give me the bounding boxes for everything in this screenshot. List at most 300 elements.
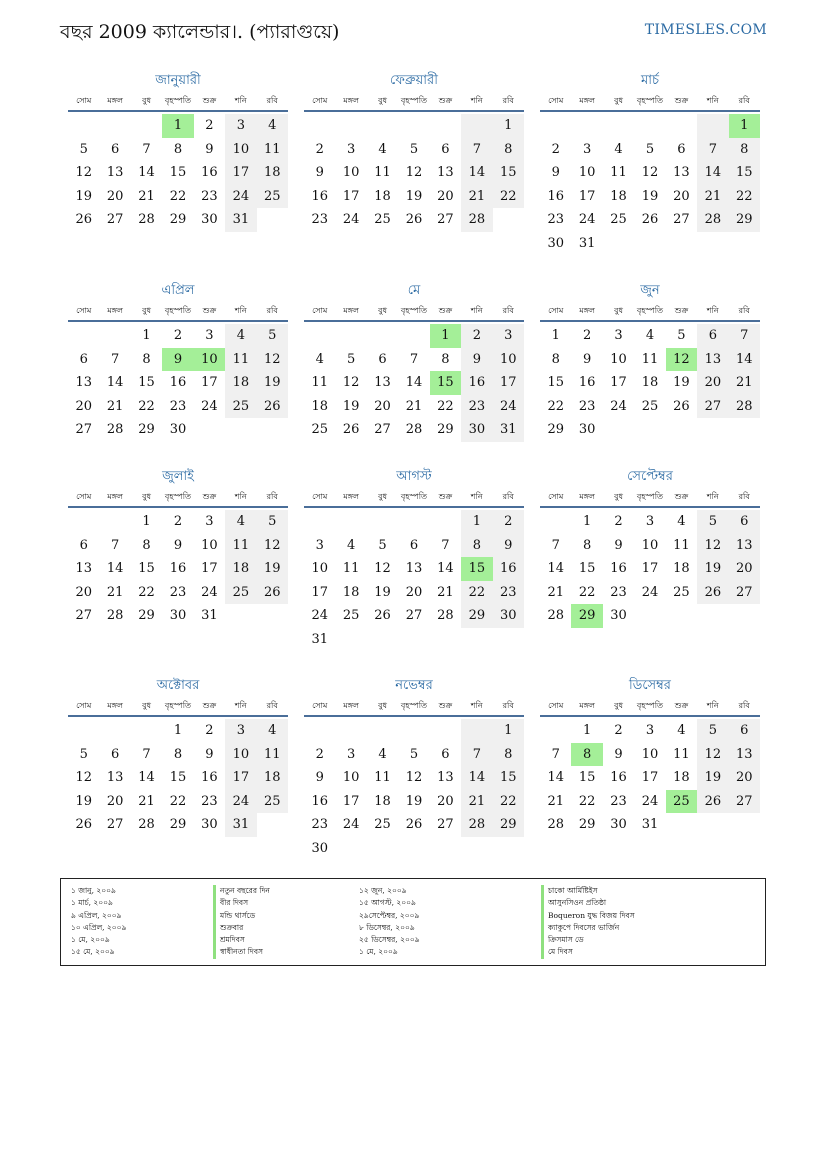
day-cell: 30 (201, 817, 218, 832)
weekday-label: সোম (76, 492, 92, 501)
day-cell: 21 (405, 398, 423, 414)
day-cell: 4 (378, 746, 387, 762)
weekday-label: রবি (738, 96, 750, 105)
day-cell: 28 (547, 608, 564, 623)
day-cell: 3 (205, 514, 214, 529)
day-cell: 20 (673, 188, 690, 204)
day-cell: 26 (697, 581, 728, 605)
empty-day-cell (194, 418, 225, 442)
day-cell: 20 (437, 188, 454, 204)
day-cell: 31 (578, 235, 596, 251)
day-cell: 28 (138, 817, 155, 832)
day-cell: 1 (461, 510, 492, 534)
day-cell: 20 (437, 793, 454, 809)
day-cell: 13 (437, 165, 454, 180)
weekday-header (304, 302, 524, 322)
day-cell: 14 (697, 161, 728, 185)
day-cell: 7 (110, 537, 120, 553)
day-cell: 21 (729, 371, 760, 395)
holiday-name: শ্রমদিবস (213, 934, 270, 946)
day-cell: 28 (437, 608, 454, 623)
day-cell: 31 (311, 631, 328, 647)
weekday-label: বৃহস্পতি (164, 701, 192, 710)
month-name: নভেম্বর (395, 678, 433, 693)
empty-day-cell (430, 628, 461, 652)
day-cell: 4 (257, 114, 288, 138)
day-cell: 18 (257, 766, 288, 790)
weekday-label: সোম (76, 306, 92, 315)
day-cell: 14 (729, 348, 760, 372)
day-cell: 5 (346, 351, 356, 367)
empty-day-cell (398, 628, 429, 652)
weekday-label: বুধ (614, 492, 624, 501)
day-cell: 21 (461, 790, 492, 814)
day-cell: 6 (378, 351, 387, 367)
day-cell: 9 (205, 141, 214, 157)
weekday-label: মঙ্গল (107, 492, 123, 501)
day-cell: 4 (257, 719, 288, 743)
weekday-label: বুধ (378, 492, 388, 501)
day-cell: 3 (614, 328, 623, 343)
holiday-name: চাকো আর্মিষ্টিইস (541, 885, 635, 897)
month-calendar (540, 675, 760, 837)
day-cell: 3 (645, 514, 655, 529)
day-cell: 18 (641, 375, 659, 390)
empty-day-cell (68, 510, 99, 534)
day-cell: 23 (311, 817, 328, 832)
day-cell: 22 (493, 790, 524, 814)
day-cell: 6 (441, 141, 450, 157)
day-cell: 30 (610, 608, 627, 623)
weekday-label: বুধ (614, 701, 624, 710)
weekday-header (68, 488, 288, 508)
day-cell: 13 (729, 743, 760, 767)
empty-day-cell (304, 324, 335, 348)
weekday-label: বুধ (614, 306, 624, 315)
empty-day-cell (430, 719, 461, 743)
day-cell: 19 (75, 188, 92, 204)
day-cell: 1 (582, 514, 592, 529)
day-cell: 6 (110, 746, 120, 762)
day-cell: 28 (138, 212, 155, 227)
month-calendar (304, 280, 524, 442)
day-cell: 3 (346, 141, 356, 157)
weekday-label: সোম (548, 96, 564, 105)
day-cell: 23 (493, 581, 524, 605)
day-cell: 16 (201, 770, 218, 785)
day-cell: 6 (79, 351, 88, 367)
day-cell: 26 (75, 817, 92, 832)
day-cell: 15 (169, 770, 187, 785)
day-cell: 24 (225, 185, 256, 209)
day-cell: 29 (493, 813, 524, 837)
day-cell: 25 (666, 790, 697, 814)
weekday-label: বৃহস্পতি (400, 492, 428, 501)
day-cell: 15 (493, 161, 524, 185)
day-cell: 25 (374, 817, 391, 832)
day-cell: 9 (315, 770, 324, 785)
weekday-label: মঙ্গল (579, 701, 595, 710)
day-cell: 25 (225, 395, 256, 419)
empty-day-cell (729, 813, 760, 837)
day-grid (304, 719, 524, 860)
day-cell: 8 (571, 743, 602, 767)
weekday-label: সোম (312, 96, 328, 105)
weekday-label: শনি (234, 306, 247, 315)
month-name: ফেব্রুয়ারী (390, 73, 438, 88)
day-cell: 23 (547, 212, 564, 227)
empty-day-cell (603, 232, 634, 256)
day-cell: 31 (201, 608, 218, 623)
empty-day-cell (257, 208, 288, 232)
day-cell: 28 (697, 208, 728, 232)
weekday-label: মঙ্গল (107, 306, 123, 315)
day-cell: 21 (547, 793, 564, 809)
day-cell: 10 (493, 348, 524, 372)
day-cell: 25 (673, 584, 690, 600)
month-calendar (68, 466, 288, 628)
day-cell: 4 (677, 514, 686, 529)
day-cell: 20 (75, 398, 92, 414)
weekday-label: মঙ্গল (579, 492, 595, 501)
day-cell: 12 (374, 561, 391, 576)
day-cell: 29 (578, 817, 596, 832)
day-cell: 26 (75, 212, 92, 227)
day-cell: 30 (493, 604, 524, 628)
empty-day-cell (398, 719, 429, 743)
day-cell: 9 (205, 746, 214, 762)
empty-day-cell (335, 628, 366, 652)
weekday-label: সোম (548, 306, 564, 315)
empty-day-cell (99, 324, 130, 348)
empty-day-cell (666, 232, 697, 256)
empty-day-cell (131, 114, 162, 138)
day-cell: 10 (610, 351, 627, 367)
day-cell: 7 (461, 743, 492, 767)
weekday-label: বৃহস্পতি (636, 306, 664, 315)
weekday-label: মঙ্গল (107, 96, 123, 105)
day-cell: 25 (342, 608, 360, 623)
weekday-label: মঙ্গল (579, 306, 595, 315)
day-cell: 7 (551, 537, 560, 553)
empty-day-cell (666, 813, 697, 837)
weekday-label: শুক্র (674, 306, 689, 315)
holiday-list (60, 878, 766, 966)
day-cell: 1 (142, 514, 151, 529)
day-cell: 11 (257, 743, 288, 767)
day-cell: 1 (493, 114, 524, 138)
day-cell: 8 (729, 138, 760, 162)
empty-day-cell (99, 719, 130, 743)
empty-day-cell (398, 510, 429, 534)
holiday-names-left (213, 885, 270, 959)
day-cell: 12 (405, 165, 423, 180)
day-cell: 8 (461, 534, 492, 558)
day-cell: 4 (614, 141, 623, 157)
day-cell: 13 (405, 561, 423, 576)
empty-day-cell (729, 232, 760, 256)
day-cell: 14 (437, 561, 454, 576)
day-cell: 17 (342, 793, 360, 809)
month-calendar (304, 675, 524, 860)
day-cell: 29 (169, 212, 187, 227)
day-cell: 18 (610, 188, 627, 204)
holiday-date: ১ মার্চ, ২০০৯ (71, 898, 113, 908)
day-cell: 27 (729, 581, 760, 605)
day-cell: 6 (729, 510, 760, 534)
day-cell: 15 (547, 375, 564, 390)
day-cell: 9 (582, 351, 592, 367)
weekday-label: বৃহস্পতি (164, 96, 192, 105)
month-name: ডিসেম্বর (629, 678, 671, 693)
day-cell: 9 (461, 348, 492, 372)
day-cell: 13 (106, 165, 124, 180)
weekday-label: সোম (76, 96, 92, 105)
day-cell: 17 (225, 161, 256, 185)
day-cell: 15 (578, 561, 596, 576)
day-cell: 19 (374, 584, 391, 600)
weekday-label: রবি (266, 96, 278, 105)
day-cell: 10 (311, 561, 328, 576)
day-grid (540, 324, 760, 442)
day-cell: 15 (138, 561, 155, 576)
empty-day-cell (729, 604, 760, 628)
empty-day-cell (603, 114, 634, 138)
weekday-label: শনি (470, 492, 483, 501)
day-cell: 23 (578, 398, 596, 414)
day-cell: 19 (405, 793, 423, 809)
day-cell: 13 (374, 375, 391, 390)
holiday-name: ক্রিসমাস ডে (541, 934, 635, 946)
day-cell: 9 (493, 534, 524, 558)
weekday-header (68, 302, 288, 322)
day-cell: 28 (729, 395, 760, 419)
holiday-name: বীর দিবস (213, 897, 270, 909)
day-cell: 4 (645, 328, 655, 343)
month-calendar (68, 280, 288, 442)
day-cell: 9 (162, 348, 193, 372)
day-cell: 21 (138, 793, 155, 809)
day-cell: 5 (79, 746, 88, 762)
weekday-label: শুক্র (202, 701, 217, 710)
weekday-label: রবি (266, 701, 278, 710)
month-calendar (68, 70, 288, 232)
day-cell: 5 (257, 510, 288, 534)
empty-day-cell (99, 510, 130, 534)
empty-day-cell (225, 604, 256, 628)
day-cell: 14 (405, 375, 423, 390)
weekday-label: বৃহস্পতি (164, 492, 192, 501)
day-cell: 2 (493, 510, 524, 534)
day-cell: 10 (641, 746, 659, 762)
day-cell: 11 (673, 537, 690, 553)
day-cell: 16 (461, 371, 492, 395)
day-cell: 24 (342, 212, 360, 227)
day-cell: 19 (75, 793, 92, 809)
day-cell: 22 (138, 398, 155, 414)
empty-day-cell (493, 628, 524, 652)
weekday-label: সোম (312, 701, 328, 710)
day-cell: 18 (225, 557, 256, 581)
day-cell: 13 (729, 534, 760, 558)
empty-day-cell (540, 719, 571, 743)
empty-day-cell (461, 114, 492, 138)
day-cell: 15 (461, 557, 492, 581)
weekday-label: বুধ (378, 96, 388, 105)
day-cell: 16 (169, 375, 187, 390)
month-name: সেপ্টেম্বর (627, 469, 673, 484)
day-cell: 1 (162, 114, 193, 138)
day-grid (68, 510, 288, 628)
weekday-label: বৃহস্পতি (636, 701, 664, 710)
weekday-label: বুধ (142, 96, 152, 105)
holiday-name: আসুনসিওন প্রতিষ্ঠা (541, 897, 635, 909)
day-cell: 21 (697, 185, 728, 209)
day-cell: 22 (169, 188, 187, 204)
day-cell: 28 (461, 813, 492, 837)
weekday-label: বৃহস্পতি (400, 96, 428, 105)
holiday-name: মন্ডি থার্সডে (213, 910, 270, 922)
day-cell: 13 (75, 561, 92, 576)
day-cell: 6 (729, 719, 760, 743)
day-cell: 14 (106, 375, 124, 390)
weekday-label: শনি (470, 96, 483, 105)
day-cell: 27 (106, 212, 124, 227)
day-cell: 17 (610, 375, 627, 390)
day-cell: 30 (169, 608, 187, 623)
day-cell: 28 (405, 422, 423, 437)
day-cell: 19 (342, 398, 360, 414)
weekday-label: রবি (738, 492, 750, 501)
weekday-label: মঙ্গল (107, 701, 123, 710)
day-cell: 4 (225, 324, 256, 348)
weekday-label: সোম (312, 306, 328, 315)
day-cell: 24 (342, 817, 360, 832)
empty-day-cell (430, 114, 461, 138)
empty-day-cell (666, 114, 697, 138)
empty-day-cell (257, 604, 288, 628)
weekday-label: শনি (706, 492, 719, 501)
day-cell: 2 (461, 324, 492, 348)
holiday-name: শুক্রবার (213, 922, 270, 934)
day-cell: 30 (311, 840, 328, 856)
empty-day-cell (461, 628, 492, 652)
day-cell: 31 (493, 418, 524, 442)
day-cell: 22 (578, 584, 596, 600)
day-cell: 30 (461, 418, 492, 442)
day-cell: 7 (142, 141, 151, 157)
day-grid (304, 114, 524, 232)
day-cell: 4 (315, 351, 324, 367)
day-cell: 24 (201, 398, 218, 414)
day-cell: 18 (342, 584, 360, 600)
weekday-label: শনি (234, 96, 247, 105)
empty-day-cell (335, 324, 366, 348)
day-cell: 24 (225, 790, 256, 814)
empty-day-cell (634, 114, 665, 138)
day-cell: 12 (257, 534, 288, 558)
day-cell: 1 (173, 723, 183, 738)
day-cell: 3 (225, 114, 256, 138)
holiday-date: ৯ এপ্রিল, ২০০৯ (71, 910, 122, 920)
day-cell: 8 (173, 746, 183, 762)
day-cell: 26 (405, 212, 423, 227)
day-cell: 8 (582, 537, 592, 553)
weekday-label: শুক্র (674, 492, 689, 501)
weekday-label: মঙ্গল (343, 96, 359, 105)
day-cell: 2 (173, 514, 183, 529)
day-grid (68, 324, 288, 442)
day-cell: 12 (641, 165, 659, 180)
day-cell: 17 (641, 561, 659, 576)
day-cell: 18 (374, 188, 391, 204)
day-cell: 7 (110, 351, 120, 367)
day-cell: 16 (311, 793, 328, 809)
day-cell: 11 (225, 534, 256, 558)
day-cell: 3 (225, 719, 256, 743)
day-cell: 4 (677, 723, 686, 738)
empty-day-cell (398, 114, 429, 138)
weekday-header (304, 697, 524, 717)
weekday-label: রবি (502, 96, 514, 105)
holiday-dates-right (359, 885, 420, 959)
day-cell: 2 (173, 328, 183, 343)
month-name: অক্টোবর (156, 678, 200, 693)
site-logo[interactable]: TIMESLES.COM (644, 22, 767, 38)
day-cell: 24 (610, 398, 627, 414)
day-cell: 24 (311, 608, 328, 623)
day-cell: 22 (138, 584, 155, 600)
weekday-label: মঙ্গল (343, 701, 359, 710)
day-cell: 22 (493, 185, 524, 209)
day-cell: 28 (106, 608, 124, 623)
weekday-header (540, 488, 760, 508)
day-grid (540, 719, 760, 837)
weekday-label: বুধ (614, 96, 624, 105)
day-cell: 17 (641, 770, 659, 785)
day-cell: 27 (75, 422, 92, 437)
day-cell: 19 (697, 557, 728, 581)
holiday-date: ২৫ ডিসেম্বর, ২০০৯ (359, 935, 420, 945)
day-cell: 11 (641, 351, 659, 367)
day-cell: 26 (405, 817, 423, 832)
day-grid (540, 510, 760, 628)
day-cell: 14 (106, 561, 124, 576)
holiday-date: ১ মে, ২০০৯ (71, 935, 110, 945)
empty-day-cell (68, 324, 99, 348)
weekday-label: বুধ (142, 701, 152, 710)
empty-day-cell (367, 510, 398, 534)
holiday-name: মে দিবস (541, 946, 635, 958)
weekday-label: বুধ (378, 701, 388, 710)
day-cell: 29 (461, 604, 492, 628)
day-cell: 14 (138, 165, 155, 180)
weekday-label: সোম (76, 701, 92, 710)
weekday-label: শুক্র (674, 701, 689, 710)
day-cell: 23 (201, 188, 218, 204)
day-cell: 19 (641, 188, 659, 204)
day-cell: 12 (257, 348, 288, 372)
empty-day-cell (131, 719, 162, 743)
day-cell: 15 (493, 766, 524, 790)
empty-day-cell (634, 418, 665, 442)
day-cell: 29 (729, 208, 760, 232)
empty-day-cell (697, 232, 728, 256)
day-cell: 12 (75, 165, 92, 180)
day-cell: 2 (614, 514, 623, 529)
day-cell: 4 (378, 141, 387, 157)
month-name: জুলাই (162, 469, 194, 484)
